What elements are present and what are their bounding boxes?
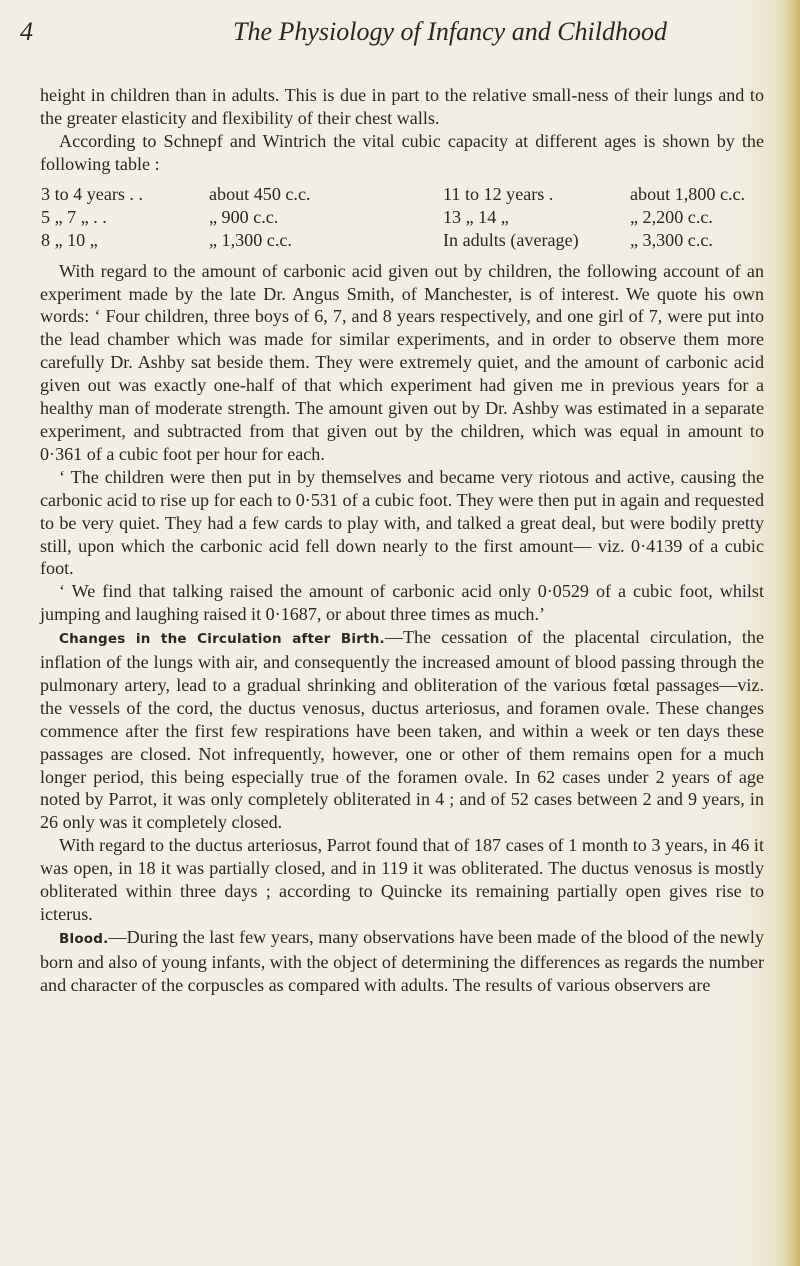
paragraph-table-intro: According to Schnepf and Wintrich the vital cubic capacity at different ages is shown by the following table :	[40, 130, 764, 174]
capacity-cell: „ 3,300 c.c.	[630, 229, 713, 250]
page-edge-shading	[786, 0, 800, 1266]
section-heading-blood: Blood.	[59, 930, 109, 947]
age-range-cell: 5 „ 7 „ . .	[41, 206, 107, 227]
age-range-cell: 11 to 12 years .	[443, 183, 554, 204]
paragraph-blood	[40, 926, 764, 997]
table-row	[40, 183, 764, 205]
paragraph-blood-text: —During the last few years, many observations have been made of the blood of the newly born and also of young infants, with the object of determining the differences as regards the number and character of the corpuscles as compared with adults. The results of various observers are	[40, 926, 764, 995]
vital-capacity-table	[40, 183, 764, 253]
paragraph-talking-jumping: ‘ We find that talking raised the amount of carbonic acid only 0·0529 of a cubic foot, whilst jumping and laughing raised it 0·1687, or about three times as much.’	[40, 581, 764, 625]
paragraph-circulation	[40, 626, 764, 834]
age-range-cell: In adults (average)	[443, 229, 579, 250]
paragraph-lung-elasticity: height in children than in adults. This is due in part to the relative small-ness of their lungs and to the greater elasticity and flexibility of their chest walls.	[40, 85, 764, 128]
paragraph-carbonic-acid: With regard to the amount of carbonic acid given out by children, the following account of an experiment made by the late Dr. Angus Smith, of Manchester, is of interest. We quote his own words: ‘ Four children, three boys of 6, 7, and 8 years respectively, and one girl of 7, were put into the lead chamber which was made for similar experiments, and in order to observe them more carefully Dr. Ashby sat beside them. They were extremely quiet, and the amount of carbonic acid given out was exactly one-half of that which experiment had given me in previous years for a healthy man of moderate strength. The amount given out by Dr. Ashby was estimated in a separate experiment, and subtracted from that given out by the children, which was equal in amount to 0·361 of a cubic foot per hour for each.	[40, 260, 764, 464]
page-header	[20, 14, 760, 50]
paragraph-circulation-text: —The cessation of the placental circulation, the inflation of the lungs with air, and consequently the increased amount of blood passing through the pulmonary artery, lead to a gradual shrinking and obliteration of the various fœtal passages—viz. the vessels of the cord, the ductus venosus, ductus arteriosus, and foramen ovale. These changes commence after the first few respirations have been taken, and within a week or ten days these passages are closed. Not infrequently, however, one or other of them remains open for a much longer period, this being especially true of the foramen ovale. In 62 cases under 2 years of age noted by Parrot, it was only completely obliterated in 4 ; and of 52 cases between 2 and 9 years, in 26 only was it completely closed.	[40, 627, 764, 833]
age-range-cell: 13 „ 14 „	[443, 206, 509, 227]
capacity-cell: „ 900 c.c.	[209, 206, 279, 227]
age-range-cell: 3 to 4 years . .	[41, 183, 144, 204]
paragraph-ductus-arteriosus: With regard to the ductus arteriosus, Parrot found that of 187 cases of 1 month to 3 years, in 46 it was open, in 18 it was partially closed, and in 119 it was obliterated. The ductus venosus is mostly obliterated within three days ; according to Quincke its remaining partially open gives rise to icterus.	[40, 835, 764, 924]
capacity-cell: about 1,800 c.c.	[630, 183, 746, 204]
page-body	[40, 84, 764, 997]
page-number: 4	[20, 17, 33, 46]
capacity-cell: about 450 c.c.	[209, 183, 311, 204]
capacity-cell: „ 1,300 c.c.	[209, 229, 292, 250]
section-heading-circulation: Changes in the Circulation after Birth.	[59, 631, 385, 648]
table-row	[40, 229, 764, 251]
running-title: The Physiology of Infancy and Childhood	[233, 17, 668, 46]
table-row	[40, 206, 764, 228]
paragraph-riotous-children: ‘ The children were then put in by themselves and became very riotous and active, causing the carbonic acid to rise up for each to 0·531 of a cubic foot. They were then put in again and requested to be very quiet. They had a few cards to play with, and talked a great deal, but were bodily pretty still, upon which the carbonic acid fell down nearly to the first amount— viz. 0·4139 of a cubic foot.	[40, 466, 764, 579]
age-range-cell: 8 „ 10 „	[41, 229, 98, 250]
capacity-cell: „ 2,200 c.c.	[630, 206, 713, 227]
